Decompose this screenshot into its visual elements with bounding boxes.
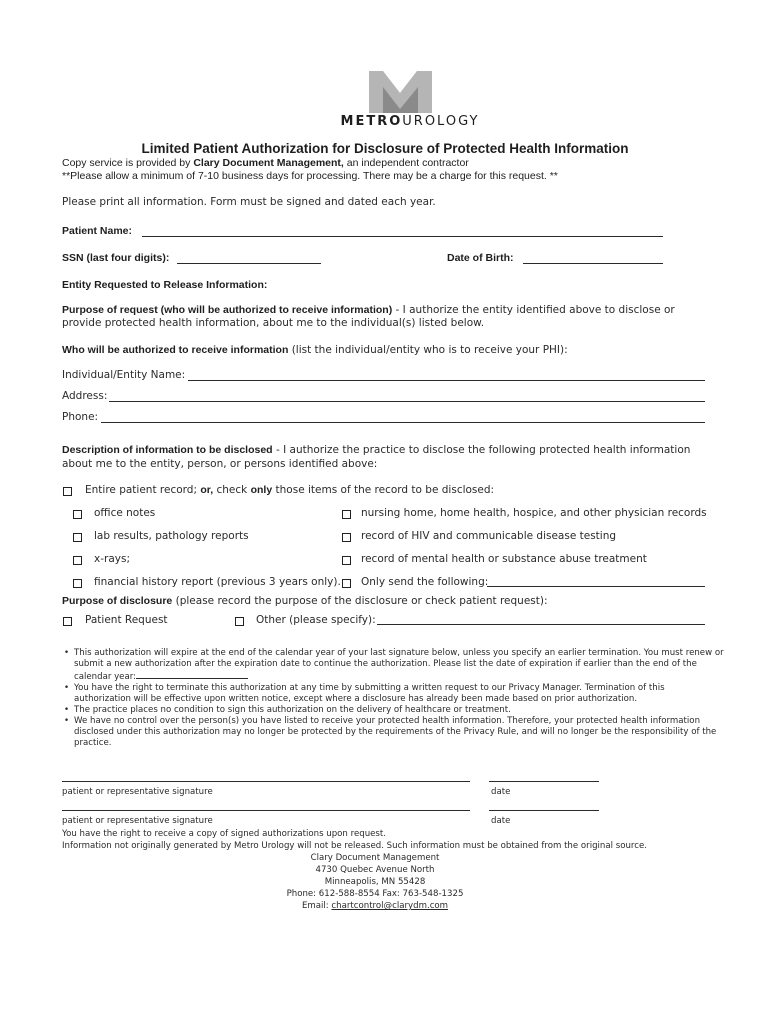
mental-health-label: record of mental health or substance abuse treatment <box>361 553 647 565</box>
footer-email-line <box>260 901 490 911</box>
purpose-request-line2: provide protected health information, about me to the individual(s) listed below. <box>62 317 485 329</box>
ssn-label: SSN (last four digits): <box>62 252 170 264</box>
copy-right-note: You have the right to receive a copy of signed authorizations upon request. <box>62 829 387 839</box>
terms-list <box>62 648 724 749</box>
description-line1 <box>62 444 690 456</box>
footer-phone: Phone: 612-588-8554 Fax: 763-548-1325 <box>286 889 464 899</box>
hiv-record-checkbox[interactable] <box>342 533 351 542</box>
terms-item-condition: • The practice places no condition to sign this authorization on the delivery of healthcare or treatment. <box>74 705 724 716</box>
copy-service-prefix: Copy service is provided by <box>62 157 194 169</box>
entire-record-or: or, <box>200 484 214 496</box>
terms-item-termination: • You have the right to terminate this authorization at any time by submitting a written request to our Privacy Manager. Termination of this authorization will be effective upon written notice, except where a disclosure has already been made based on prior authorization. <box>74 683 724 705</box>
date-line-2[interactable] <box>489 810 599 811</box>
signature-line-2[interactable] <box>62 810 470 811</box>
nursing-home-label: nursing home, home health, hospice, and other physician records <box>361 507 707 519</box>
description-bold: Description of information to be disclosed <box>62 444 273 456</box>
purpose-request-text1: - I authorize the entity identified above to disclose or <box>392 304 675 316</box>
terms-item-expiration <box>74 648 724 683</box>
lab-results-label: lab results, pathology reports <box>94 530 249 542</box>
other-purpose-label: Other (please specify): <box>256 614 376 626</box>
copy-service-suffix: an independent contractor <box>343 157 469 169</box>
description-line2: about me to the entity, person, or persons identified above: <box>62 458 378 470</box>
entity-requested-label: Entity Requested to Release Information: <box>62 279 268 291</box>
other-purpose-checkbox[interactable] <box>235 617 244 626</box>
processing-note: **Please allow a minimum of 7-10 business days for processing. There may be a charge for this request. ** <box>62 170 558 182</box>
recipient-name-field[interactable] <box>188 380 705 381</box>
terms-text: This authorization will expire at the end of the calendar year of your last signature below, unless you specify an earlier termination. You must renew or submit a new authorization after the expiration date to continue the authorization. Please list the date of expiration if earlier than the end of the calendar year: <box>74 648 724 682</box>
office-notes-checkbox[interactable] <box>73 510 82 519</box>
purpose-disclosure-line <box>62 595 548 607</box>
ssn-field[interactable] <box>177 263 321 264</box>
recipient-phone-field[interactable] <box>101 422 705 423</box>
signature-line-1[interactable] <box>62 781 470 782</box>
entire-record-only: only <box>250 484 273 496</box>
brand-name <box>340 114 480 129</box>
xrays-checkbox[interactable] <box>73 556 82 565</box>
purpose-request-line1 <box>62 304 675 316</box>
form-title: Limited Patient Authorization for Disclosure of Protected Health Information <box>141 141 629 156</box>
not-released-note: Information not originally generated by Metro Urology will not be released. Such information must be obtained from the original source. <box>62 841 648 851</box>
only-send-field[interactable] <box>487 586 705 587</box>
xrays-label: x-rays; <box>94 553 130 565</box>
expiration-date-field[interactable] <box>136 670 248 679</box>
recipient-address-field[interactable] <box>109 401 705 402</box>
email-label: Email: <box>301 901 332 911</box>
footer-address1: 4730 Quebec Avenue North <box>315 865 435 875</box>
mental-health-checkbox[interactable] <box>342 556 351 565</box>
office-notes-label: office notes <box>94 507 156 519</box>
patient-name-label: Patient Name: <box>62 225 133 237</box>
patient-request-label: Patient Request <box>85 614 168 626</box>
date-label-2: date <box>491 816 511 826</box>
purpose-request-bold: Purpose of request (who will be authorized to receive information) <box>62 304 393 316</box>
copy-service-line <box>62 157 469 169</box>
hiv-record-label: record of HIV and communicable disease testing <box>361 530 617 542</box>
entire-record-text3: those items of the record to be disclosed: <box>272 484 495 496</box>
metro-urology-logo-mark <box>369 71 432 113</box>
entire-record-checkbox[interactable] <box>63 487 72 496</box>
nursing-home-checkbox[interactable] <box>342 510 351 519</box>
email-link[interactable]: chartcontrol@clarydm.com <box>331 901 449 911</box>
financial-history-label: financial history report (previous 3 years only). <box>94 576 341 588</box>
purpose-disclosure-text: (please record the purpose of the disclosure or check patient request): <box>172 595 548 607</box>
brand-light: UROLOGY <box>402 114 480 129</box>
recipient-name-label: Individual/Entity Name: <box>62 369 186 381</box>
dob-label: Date of Birth: <box>447 252 514 264</box>
lab-results-checkbox[interactable] <box>73 533 82 542</box>
instructions: Please print all information. Form must be signed and dated each year. <box>62 196 436 208</box>
who-authorized-text: (list the individual/entity who is to receive your PHI): <box>288 344 568 356</box>
date-label-1: date <box>491 787 511 797</box>
signature-label-2: patient or representative signature <box>62 816 213 826</box>
financial-history-checkbox[interactable] <box>73 579 82 588</box>
other-purpose-field[interactable] <box>377 624 705 625</box>
who-authorized-bold: Who will be authorized to receive information <box>62 344 289 356</box>
recipient-address-label: Address: <box>62 390 108 402</box>
purpose-disclosure-bold: Purpose of disclosure <box>62 595 173 607</box>
only-send-checkbox[interactable] <box>342 579 351 588</box>
who-authorized-line <box>62 344 568 356</box>
signature-label-1: patient or representative signature <box>62 787 213 797</box>
patient-request-checkbox[interactable] <box>63 617 72 626</box>
entire-record-text2: check <box>213 484 251 496</box>
recipient-phone-label: Phone: <box>62 411 99 423</box>
footer-address2: Minneapolis, MN 55428 <box>324 877 426 887</box>
description-text1: - I authorize the practice to disclose the following protected health information <box>272 444 691 456</box>
entire-record-text1: Entire patient record; <box>85 484 201 496</box>
brand-bold: METRO <box>340 114 403 129</box>
date-line-1[interactable] <box>489 781 599 782</box>
only-send-label: Only send the following: <box>361 576 489 588</box>
dob-field[interactable] <box>523 263 663 264</box>
copy-service-company: Clary Document Management, <box>193 157 344 169</box>
patient-name-field[interactable] <box>142 236 663 237</box>
footer-company: Clary Document Management <box>310 853 440 863</box>
entire-record-label <box>85 484 494 496</box>
terms-item-no-control: • We have no control over the person(s) you have listed to receive your protected health information. Therefore, your protected health information disclosed under this authorization may no longer be protected by the requirements of the Privacy Rule, and will no longer be the responsibility of the practice. <box>74 716 724 749</box>
